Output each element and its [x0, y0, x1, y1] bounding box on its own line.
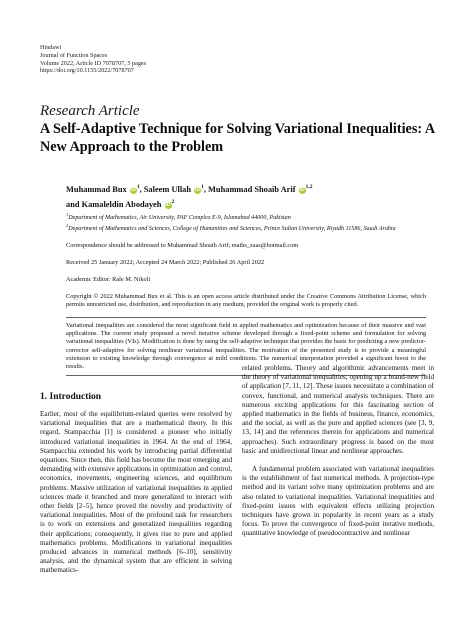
journal-header: [40, 44, 146, 75]
section-heading: 1. Introduction: [40, 392, 102, 402]
author-name[interactable]: Kamaleldin Abodayeh: [81, 199, 162, 209]
publisher-name: Hindawi: [40, 44, 62, 51]
academic-editor: Academic Editor: Rale M. Nikoli: [66, 276, 151, 283]
paper-title: A Self-Adaptive Technique for Solving Variational Inequalities: A New Approach to the Problem: [40, 121, 435, 155]
article-type: Research Article: [40, 103, 140, 119]
copyright-notice: Copyright © 2022 Muhammad Bux et al. This is an open access article distributed under the Creative Commons Attribution License, which permits unrestricted use, distribution, and reproduction in any medium, provided the original work is properly cited.: [66, 293, 426, 309]
affiliation-text: Department of Mathematics and Sciences, College of Humanities and Sciences, Prince Sultan University, Riyadh 11586, Saudi Arabia: [68, 226, 396, 233]
author-name[interactable]: Muhammad Shoaib Arif: [208, 184, 296, 194]
author-conjunction: and: [66, 199, 80, 209]
volume-info: Volume 2022, Article ID 7078707, 5 pages: [40, 59, 147, 67]
doi-link[interactable]: https://doi.org/10.1155/2022/7078707: [40, 67, 134, 75]
body-paragraph: A fundamental problem associated with variational inequalities is the establishment of fast numerical methods. A projection-type method and its variant solve many optimization problems and are also related to variational inequalities. Variational inequalities and fixed-point issues with equivalent effects utilizing projection techniques have grown in popularity in recent years as a study focus. To prove the convergence of fixed-point iterative methods, quantitative knowledge of pseudocontractive and nonlinear: [242, 465, 434, 538]
affiliation-text: Department of Mathematics, Air University, PAF Complex E-9, Islamabad 44000, Pakistan: [68, 215, 291, 222]
right-column: [242, 364, 434, 539]
author-affil-sup: 2: [171, 198, 175, 205]
publication-dates: Received 25 January 2022; Accepted 24 March 2022; Published 26 April 2022: [66, 259, 265, 266]
body-paragraph: related problems. Theory and algorithmic advancements meet in the theory of variational inequalities, opening up a brand-new field of application [7, 11, 12]. These issues necessitate a combination of convex, functional, and numerical analysis techniques. There are numerous exciting applications for this fascinating section of applied mathematics in the fields of business, finance, economics, and the social, as well as the pure and applied sciences (see [3, 9, 13, 14] and the references therein for applications and numerical approaches). Such extraordinary progress is based on the most basic and unidirectional linear and nonlinear approaches.: [242, 364, 434, 455]
author-list: Muhammad Bux $iD^1$, Saleem Ullah $iD^1$, Muhammad Shoaib Arif iD$^{1,2}$ and Kamaleldin Abodayeh $iD^2$: [66, 184, 313, 209]
affiliations: [66, 211, 426, 233]
author-affil-sup: 1: [201, 184, 204, 190]
orcid-icon[interactable]: iD: [165, 201, 171, 208]
abstract-text: Variational inequalities are considered the most significant field in applied mathematics and optimization because of their massive and vast applications. The current study proposed a novel iterative scheme developed through a fixed-point scheme and formulation for solving variational inequalities (VIs). Modification is done by using the self-adaptive technique that provides the basis for predicting a new predictor-corrector self-adaptive for solving nonlinear variational inequalities. The motivation of the presented study is to provide a meaningful extension to existing knowledge through convergence at mild conditions. The numerical interpretation provided a significant boost to the results.: [66, 322, 426, 371]
left-column: [40, 410, 232, 576]
affiliation-sup: 1: [66, 212, 69, 217]
orcid-icon[interactable]: iD: [130, 186, 136, 193]
orcid-icon[interactable]: iD: [299, 186, 305, 193]
body-paragraph: Earlier, most of the equilibrium-related queries were resolved by variational inequalities that are a mathematical theory. In this regard, Stampacchia [1] is considered a pioneer who initially introduced variational inequalities in 1964. At the end of 1964, Stampacchia extended his work by introducing partial differential equations. Since then, this field has become the most emerging and demanding with extensive applications in optimization and control, economics, movements, engineering sciences, and equilibrium problems. Massive utilization of variational inequalities in applied sciences made it branched and more generalized to interact with other fields [2–5], hence proved the novelty and productivity of variational inequalities. Most of the profound task for researchers is to work on extensions and generalized inequalities regarding their applications; consequently, it gives rise to pure and applied mathematics problems. Modifications in variational inequalities produced advances in numerical methods [6–10], sensitivity analysis, and the dynamical system that are efficient in solving mathematics-: [40, 410, 232, 575]
author-name[interactable]: Saleem Ullah: [143, 184, 191, 194]
divider-top: [66, 317, 426, 318]
affiliation-item: [66, 222, 426, 233]
journal-name: Journal of Function Spaces: [40, 51, 108, 59]
correspondence-note: Correspondence should be addressed to Muhammad Shoaib Arif; maths_zaas@hotmail.com: [66, 242, 299, 249]
author-affil-sup: 1: [136, 184, 140, 190]
author-affil-sup: 1,2: [305, 184, 313, 190]
author-name[interactable]: Muhammad Bux: [66, 184, 127, 194]
orcid-icon[interactable]: iD: [195, 186, 201, 193]
affiliation-item: [66, 211, 426, 222]
affiliation-sup: 2: [66, 223, 69, 229]
